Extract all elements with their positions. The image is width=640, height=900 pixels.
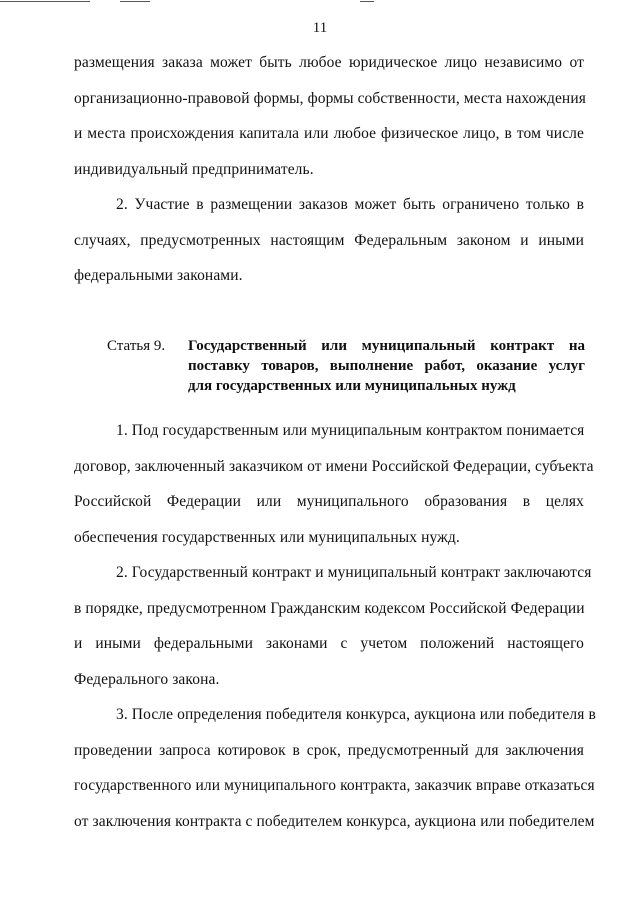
text-line: федеральными законами.: [74, 267, 243, 284]
text-line: случаях, предусмотренных настоящим Федеральным законом и иными: [74, 231, 584, 249]
text-line: 3. После определения победителя конкурса, аукциона или победителя в: [116, 706, 596, 723]
text-line: и места происхождения капитала или любое физическое лицо, в том числе: [74, 125, 584, 142]
article-title-line: Государственный или муниципальный контракт на: [188, 338, 585, 354]
text-line: в порядке, предусмотренном Гражданским кодексом Российской Федерации: [74, 599, 585, 617]
text-line: 2. Государственный контракт и муниципальный контракт заключаются: [116, 564, 592, 581]
article-paragraph-1: [74, 413, 594, 555]
article-paragraph-3: [74, 697, 596, 839]
article-paragraph-2: [74, 555, 592, 697]
text-line: договор, заключенный заказчиком от имени Российской Федерации, субъекта: [74, 457, 594, 475]
article-label: Статья 9.: [107, 338, 166, 354]
scan-top-edge: [0, 0, 640, 6]
text-line: от заключения контракта с победителем конкурса, аукциона или победителем: [74, 812, 595, 830]
text-line: Федерального закона.: [74, 670, 220, 688]
article-title: [188, 336, 585, 396]
paragraph-2: [74, 187, 584, 294]
text-line: Российской Федерации или муниципального образования в целях: [74, 493, 584, 510]
text-line: обеспечения государственных или муниципальных нужд.: [74, 528, 460, 546]
text-line: организационно-правовой формы, формы собственности, места нахождения: [74, 89, 586, 107]
text-line: 2. Участие в размещении заказов может быть ограничено только в: [116, 196, 584, 213]
page-number: 11: [312, 20, 328, 36]
text-line: индивидуальный предприниматель.: [74, 160, 314, 178]
paragraph-continuation: [74, 45, 584, 187]
article-title-line: поставку товаров, выполнение работ, оказание услуг: [188, 358, 585, 374]
text-line: проведении запроса котировок в срок, предусмотренный для заключения: [74, 741, 584, 759]
article-title-line: для государственных или муниципальных нужд: [188, 378, 516, 394]
text-line: 1. Под государственным или муниципальным контрактом понимается: [116, 422, 585, 439]
text-line: размещения заказа может быть любое юридическое лицо независимо от: [74, 54, 584, 71]
text-line: и иными федеральными законами с учетом положений настоящего: [74, 635, 584, 652]
text-line: государственного или муниципального контракта, заказчик вправе отказаться: [74, 777, 595, 794]
